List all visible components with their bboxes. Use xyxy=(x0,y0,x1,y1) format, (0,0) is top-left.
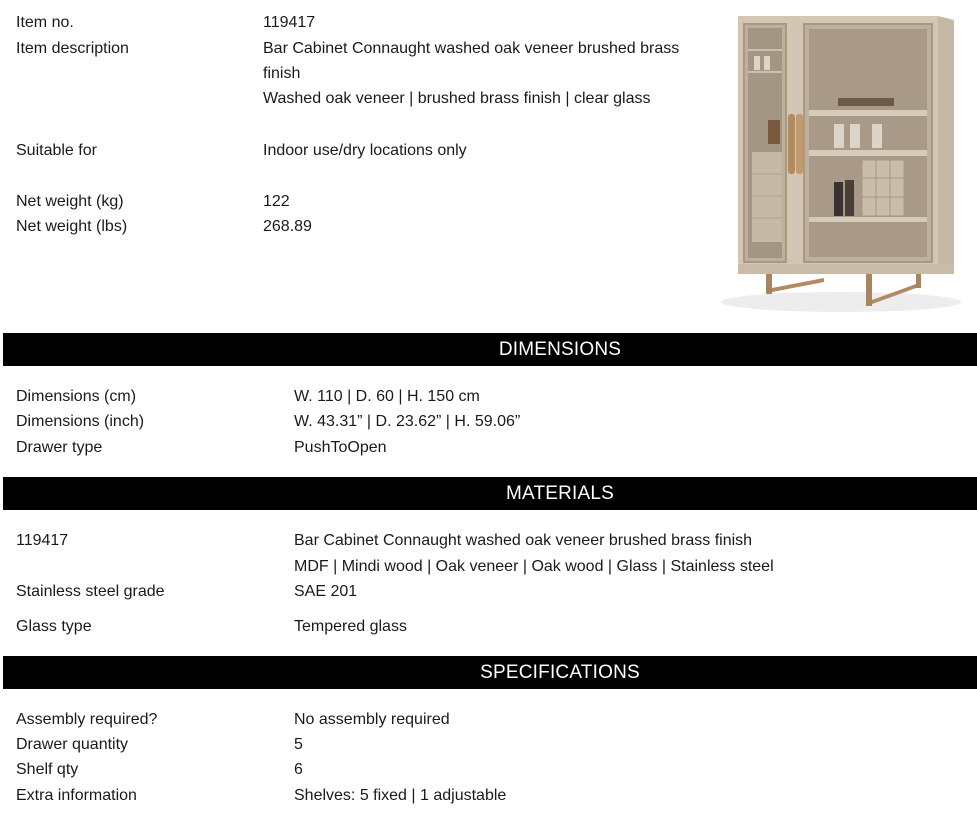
net-weight-lbs-value: 268.89 xyxy=(263,218,312,235)
dimensions-header xyxy=(3,333,977,366)
item-description-line2: finish xyxy=(263,65,301,82)
extra-information-row xyxy=(16,783,977,808)
suitable-for-value: Indoor use/dry locations only xyxy=(263,142,467,159)
net-weight-kg-label: Net weight (kg) xyxy=(16,193,124,210)
dimensions-cm-row xyxy=(16,384,977,409)
glass-type-label: Glass type xyxy=(16,618,92,635)
dimensions-inch-value: W. 43.31” | D. 23.62” | H. 59.06” xyxy=(294,413,521,430)
item-description-label: Item description xyxy=(16,40,129,57)
steel-grade-label: Stainless steel grade xyxy=(16,583,165,600)
drawer-type-value: PushToOpen xyxy=(294,439,387,456)
assembly-value: No assembly required xyxy=(294,711,450,728)
materials-item-row-2 xyxy=(16,554,977,579)
glass-type-row xyxy=(16,614,977,639)
extra-information-value: Shelves: 5 fixed | 1 adjustable xyxy=(294,787,507,804)
materials-heading: MATERIALS xyxy=(505,483,615,504)
specifications-heading: SPECIFICATIONS xyxy=(480,662,640,683)
extra-information-label: Extra information xyxy=(16,787,137,804)
shelf-qty-label: Shelf qty xyxy=(16,761,79,778)
drawer-type-row xyxy=(16,435,977,460)
net-weight-lbs-label: Net weight (lbs) xyxy=(16,218,128,235)
steel-grade-value: SAE 201 xyxy=(294,583,358,600)
specifications-header xyxy=(3,656,977,689)
assembly-label: Assembly required? xyxy=(16,711,158,728)
steel-grade-row xyxy=(16,579,977,604)
item-description-line3: Washed oak veneer | brushed brass finish | clear glass xyxy=(263,90,651,107)
item-no-label: Item no. xyxy=(16,14,74,31)
drawer-quantity-value: 5 xyxy=(294,736,303,753)
materials-item-value-line2: MDF | Mindi wood | Oak veneer | Oak wood | Glass | Stainless steel xyxy=(294,558,774,575)
drawer-type-label: Drawer type xyxy=(16,439,103,456)
shelf-qty-value: 6 xyxy=(294,761,303,778)
shelf-qty-row xyxy=(16,757,977,782)
dimensions-cm-label: Dimensions (cm) xyxy=(16,388,137,405)
dimensions-inch-label: Dimensions (inch) xyxy=(16,413,145,430)
glass-type-value: Tempered glass xyxy=(294,618,407,635)
item-no-value: 119417 xyxy=(263,14,316,31)
item-description-line1: Bar Cabinet Connaught washed oak veneer brushed brass xyxy=(263,40,680,57)
dimensions-inch-row xyxy=(16,409,977,434)
materials-item-label: 119417 xyxy=(16,532,69,549)
bar-cabinet-photo xyxy=(716,2,977,320)
assembly-row xyxy=(16,707,977,732)
suitable-for-label: Suitable for xyxy=(16,142,97,159)
dimensions-cm-value: W. 110 | D. 60 | H. 150 cm xyxy=(294,388,480,405)
drawer-quantity-row xyxy=(16,732,977,757)
drawer-quantity-label: Drawer quantity xyxy=(16,736,129,753)
dimensions-heading: DIMENSIONS xyxy=(498,339,622,360)
net-weight-kg-value: 122 xyxy=(263,193,290,210)
materials-item-row xyxy=(16,528,977,553)
materials-item-value-line1: Bar Cabinet Connaught washed oak veneer brushed brass finish xyxy=(294,532,753,549)
materials-header xyxy=(3,477,977,510)
